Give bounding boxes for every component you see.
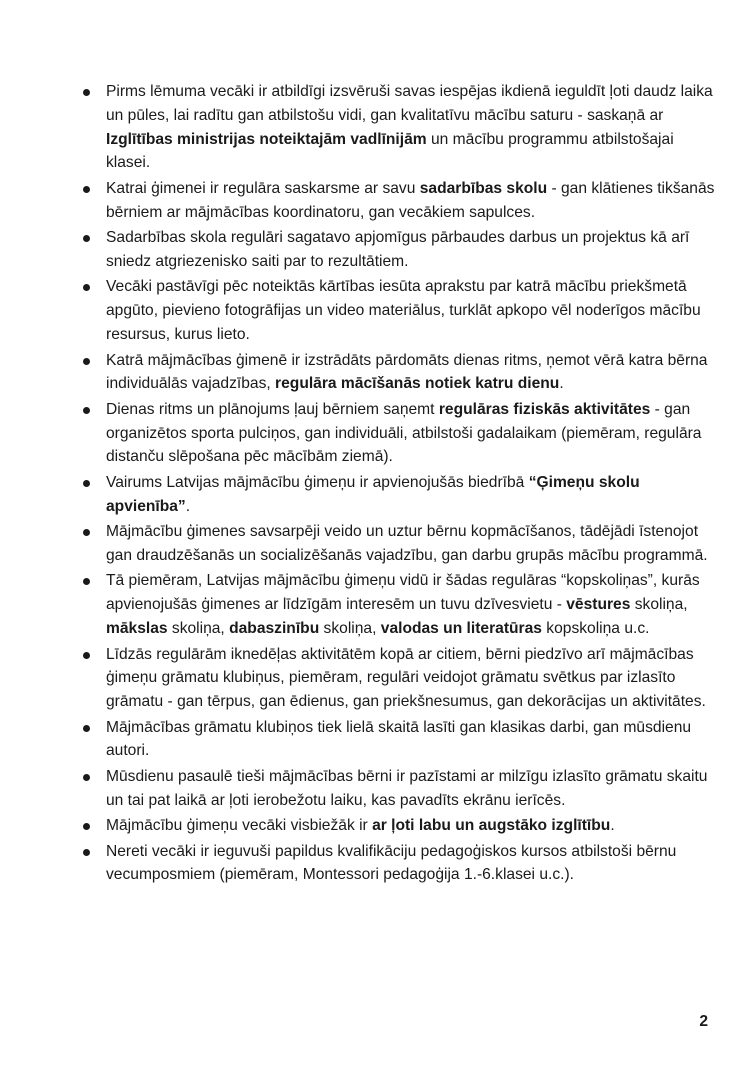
bullet-item <box>82 569 722 640</box>
bullet-item <box>82 275 722 346</box>
bullet-item <box>82 643 722 714</box>
bold-text-segment: dabaszinību <box>229 620 320 638</box>
bullet-dot-icon <box>83 529 90 536</box>
bullet-item <box>82 349 722 397</box>
bullet-dot-icon <box>83 89 90 96</box>
bullet-dot-icon <box>83 578 90 585</box>
text-segment: Vairums Latvijas mājmācību ģimeņu ir apvienojušās biedrībā <box>106 473 529 491</box>
text-segment: kopskoliņa u.c. <box>541 620 650 638</box>
bold-text-segment: regulāra mācīšanās notiek katru dienu <box>275 375 560 393</box>
bullet-item <box>82 765 722 813</box>
bold-text-segment: valodas un literatūras <box>380 620 542 638</box>
bullet-item <box>82 226 722 274</box>
text-segment: . <box>610 817 615 835</box>
bullet-dot-icon <box>83 407 90 414</box>
bold-text-segment: sadarbības skolu <box>419 179 548 197</box>
text-segment: . <box>559 375 564 393</box>
bullet-dot-icon <box>83 849 90 856</box>
text-segment: Nereti vecāki ir ieguvuši papildus kvalifikāciju pedagoģiskos kursos atbilstoši bērnu vecumposmiem (piemēram, Montessori pedagoģija 1.-6.klasei u.c.). <box>106 842 677 884</box>
bullet-item <box>82 520 722 568</box>
text-segment: Tā piemēram, Latvijas mājmācību ģimeņu vidū ir šādas regulāras “kopskoliņas”, kurās apvienojušās ģimenes ar līdzīgām interesēm un tuvu dzīvesvietu - <box>106 572 700 614</box>
bold-text-segment: Izglītības ministrijas noteiktajām vadlīnijām <box>106 130 427 148</box>
text-segment: Sadarbības skola regulāri sagatavo apjomīgus pārbaudes darbus un projektus kā arī sniedz atgriezenisko saiti par to rezultātiem. <box>106 229 690 270</box>
bold-text-segment: “Ģimeņu skolu apvienība” <box>106 473 640 515</box>
bold-text-segment: mākslas <box>106 620 168 638</box>
bullet-dot-icon <box>83 823 90 830</box>
text-segment: Vecāki pastāvīgi pēc noteiktās kārtības iesūta aprakstu par katrā mācību priekšmetā apgūto, pievieno fotogrāfijas un video materiālus, turklāt apkopo vēl noderīgos mācību resursus, kurus lieto. <box>106 278 701 344</box>
bullet-dot-icon <box>83 652 90 659</box>
bullet-item <box>82 716 722 764</box>
bullet-dot-icon <box>83 774 90 781</box>
text-segment: Līdzās regulārām iknedēļas aktivitātēm kopā ar citiem, bērni piedzīvo arī mājmācības ģimeņu grāmatu klubiņus, piemēram, regulāri veidojot grāmatu svētkus par izlasīto grāmatu - gan tērpus, gan ēdienus, gan priekšnesumus, gan dekorācijas un aktivitātes. <box>106 645 706 711</box>
text-segment: skoliņa, <box>167 620 230 638</box>
text-segment: skoliņa, <box>630 596 688 614</box>
bullet-item <box>82 177 722 225</box>
bullet-item <box>82 840 722 888</box>
text-segment: - gan organizētos sporta pulciņos, gan individuāli, atbilstoši gadalaikam (piemēram, regulāra distanču slēpošana pēc mācībām ziemā). <box>106 400 702 466</box>
bullet-dot-icon <box>83 284 90 291</box>
bold-text-segment: regulāras fiziskās aktivitātes <box>438 400 651 418</box>
bullet-dot-icon <box>83 725 90 732</box>
bullet-item <box>82 398 722 469</box>
text-segment: Mājmācību ģimeņu vecāki visbiežāk ir <box>106 817 373 835</box>
bullet-item <box>82 814 722 838</box>
text-segment: . <box>185 497 191 515</box>
text-segment: Katrā mājmācības ģimenē ir izstrādāts pārdomāts dienas ritms, ņemot vērā katra bērna individuālās vajadzības, <box>106 351 708 393</box>
text-segment: un mācību programmu atbilstošajai klasei. <box>106 130 674 172</box>
bullet-list <box>82 80 722 889</box>
bold-text-segment: vēstures <box>566 596 631 614</box>
text-segment: Katrai ģimenei ir regulāra saskarsme ar savu <box>106 179 420 197</box>
bullet-dot-icon <box>83 358 90 365</box>
text-segment: Mūsdienu pasaulē tieši mājmācības bērni ir pazīstami ar milzīgu izlasīto grāmatu skaitu un tai pat laikā ar ļoti ierobežotu laiku, kas pavadīts ekrānu ierīcēs. <box>106 767 708 809</box>
text-segment: Dienas ritms un plānojums ļauj bērniem saņemt <box>106 400 439 418</box>
bullet-dot-icon <box>83 186 90 193</box>
text-segment: - gan klātienes tikšanās bērniem ar mājmācības koordinatoru, gan vecākiem sapulces. <box>106 179 715 221</box>
text-segment: Mājmācības grāmatu klubiņos tiek lielā skaitā lasīti gan klasikas darbi, gan mūsdienu autori. <box>106 718 692 760</box>
page-number: 2 <box>699 1013 708 1030</box>
bullet-item <box>82 80 722 175</box>
bold-text-segment: ar ļoti labu un augstāko izglītību <box>372 817 611 835</box>
bullet-dot-icon <box>83 480 90 487</box>
text-segment: Mājmācību ģimenes savsarpēji veido un uztur bērnu kopmācīšanos, tādējādi īstenojot gan draudzēšanās un socializēšanās vajadzību, gan darbu grupās mācību programmā. <box>106 523 708 564</box>
text-segment: skoliņa, <box>319 620 381 638</box>
text-segment: Pirms lēmuma vecāki ir atbildīgi izsvēruši savas iespējas ikdienā ieguldīt ļoti daudz laika un pūles, lai radītu gan atbilstošu vidi, gan kvalitatīvu mācību saturu - saskaņā ar <box>106 83 713 124</box>
bullet-item <box>82 471 722 519</box>
bullet-dot-icon <box>83 235 90 242</box>
